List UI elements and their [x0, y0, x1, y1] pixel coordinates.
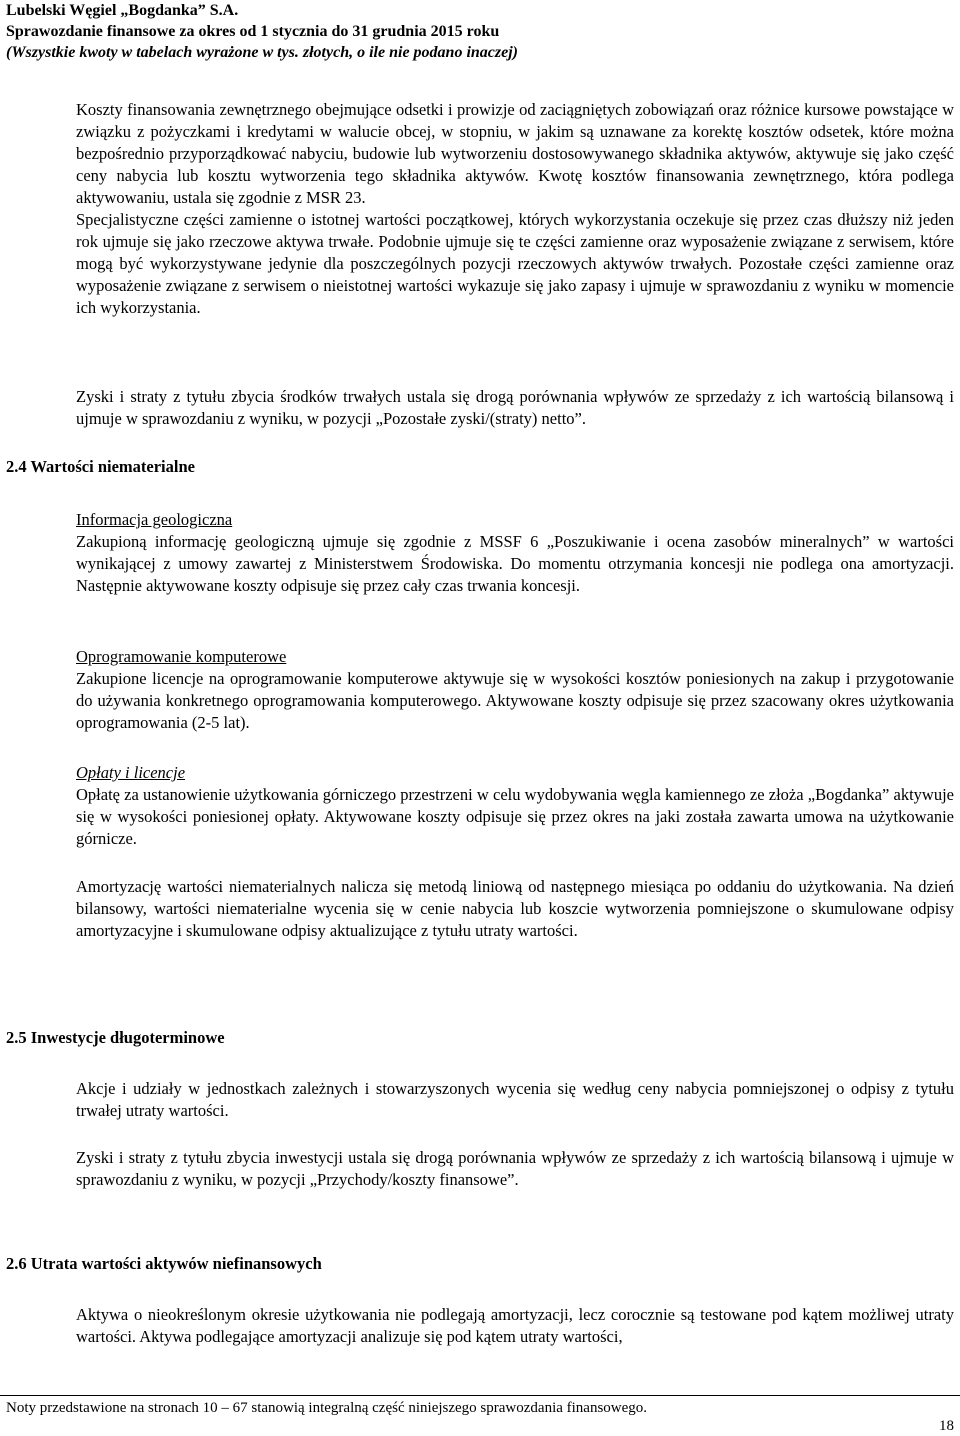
- disposal-paragraph: Zyski i straty z tytułu zbycia środków trwałych ustala się drogą porównania wpływów ze sprzedaży z ich wartością bilansową i ujmuje w sprawozdaniu z wyniku, w pozycji „Pozostałe zyski/(straty) netto”.: [76, 387, 954, 428]
- software-block: [76, 646, 954, 734]
- impairment-paragraph: Aktywa o nieokreślonym okresie użytkowania nie podlegają amortyzacji, lecz corocznie są testowane pod kątem możliwej utraty wartości. Aktywa podlegające amortyzacji analizuje się pod kątem utraty wartości,: [76, 1305, 954, 1346]
- intro-section: [76, 99, 954, 319]
- software-heading: Oprogramowanie komputerowe: [76, 647, 287, 666]
- page-number: 18: [939, 1418, 954, 1434]
- fees-block: [76, 762, 954, 850]
- footer-note: Noty przedstawione na stronach 10 – 67 stanowią integralną część niniejszego sprawozdania finansowego.: [6, 1400, 648, 1416]
- company-name: Lubelski Węgiel „Bogdanka” S.A.: [6, 2, 239, 19]
- shares-paragraph: Akcje i udziały w jednostkach zależnych i stowarzyszonych wycenia się według ceny nabycia pomniejszonej o odpisy z tytułu trwałej utraty wartości.: [76, 1079, 954, 1120]
- geological-info-heading: Informacja geologiczna: [76, 510, 233, 529]
- report-title: Sprawozdanie finansowe za okres od 1 stycznia do 31 grudnia 2015 roku: [6, 23, 500, 40]
- borrowing-costs-paragraph: Koszty finansowania zewnętrznego obejmujące odsetki i prowizje od zaciągniętych zobowiązań oraz różnice kursowe powstające w związku z pożyczkami i kredytami w walucie obcej, w stopniu, w jakim są uznawane za korektę kosztów odsetek, które można bezpośrednio przyporządkować nabyciu, budowie lub wytworzeniu dostosowywanego składnika aktywów, aktywuje się jako część ceny nabycia lub kosztu wytworzenia tego składnika aktywów. Kwotę kosztów finansowania zewnętrznego, która podlega aktywowaniu, ustala się zgodnie z MSR 23.: [76, 100, 954, 207]
- geological-info-text: Zakupioną informację geologiczną ujmuje się zgodnie z MSSF 6 „Poszukiwanie i ocena zasobów mineralnych” w wartości wynikającej z umowy zawartej z Ministerstwem Środowiska. Do momentu otrzymania koncesji nie podlega ona amortyzacji. Następnie aktywowane koszty odpisuje się przez cały czas trwania koncesji.: [76, 532, 954, 595]
- investment-disposal-paragraph: Zyski i straty z tytułu zbycia inwestycji ustala się drogą porównania wpływów ze sprzedaży z ich wartością bilansową i ujmuje w sprawozdaniu z wyniku, w pozycji „Przychody/koszty finansowe”.: [76, 1148, 954, 1189]
- fees-heading: Opłaty i licencje: [76, 763, 186, 782]
- section-2-5-title: 2.5 Inwestycje długoterminowe: [6, 1028, 225, 1047]
- amortization-paragraph: Amortyzację wartości niematerialnych nalicza się metodą liniową od następnego miesiąca po oddaniu do użytkowania. Na dzień bilansowy, wartości niematerialne wycenia się w cenie nabycia lub koszcie wytworzenia pomniejszone o skumulowane odpisy amortyzacyjne i skumulowane odpisy aktualizujące z tytułu utraty wartości.: [76, 877, 954, 940]
- section-2-4-title: 2.4 Wartości niematerialne: [6, 457, 195, 476]
- amounts-note: (Wszystkie kwoty w tabelach wyrażone w tys. złotych, o ile nie podano inaczej): [6, 44, 518, 61]
- footer-divider: [0, 1395, 960, 1396]
- fees-text: Opłatę za ustanowienie użytkowania górniczego przestrzeni w celu wydobywania węgla kamiennego ze złoża „Bogdanka” aktywuje się w wysokości poniesionej opłaty. Aktywowane koszty odpisuje się przez okres na jaki została zawarta umowa na użytkowanie górnicze.: [76, 785, 954, 848]
- spare-parts-paragraph: Specjalistyczne części zamienne o istotnej wartości początkowej, których wykorzystania oczekuje się przez czas dłuższy niż jeden rok ujmuje się jako rzeczowe aktywa trwałe. Podobnie ujmuje się te części zamienne oraz wyposażenie związane z serwisem, które mogą być wykorzystywane jedynie dla poszczególnych pozycji rzeczowych aktywów trwałych. Pozostałe części zamienne oraz wyposażenie związane z serwisem o nieistotnej wartości wykazuje się jako zapasy i ujmuje w sprawozdaniu z wyniku w momencie ich wykorzystania.: [76, 210, 954, 317]
- section-2-6-title: 2.6 Utrata wartości aktywów niefinansowych: [6, 1254, 322, 1273]
- software-text: Zakupione licencje na oprogramowanie komputerowe aktywuje się w wysokości kosztów poniesionych na zakup i przygotowanie do używania konkretnego oprogramowania komputerowego. Aktywowane koszty odpisuje się przez szacowany okres użytkowania oprogramowania (2-5 lat).: [76, 669, 954, 732]
- geological-info-block: [76, 509, 954, 597]
- page-header: [6, 0, 518, 63]
